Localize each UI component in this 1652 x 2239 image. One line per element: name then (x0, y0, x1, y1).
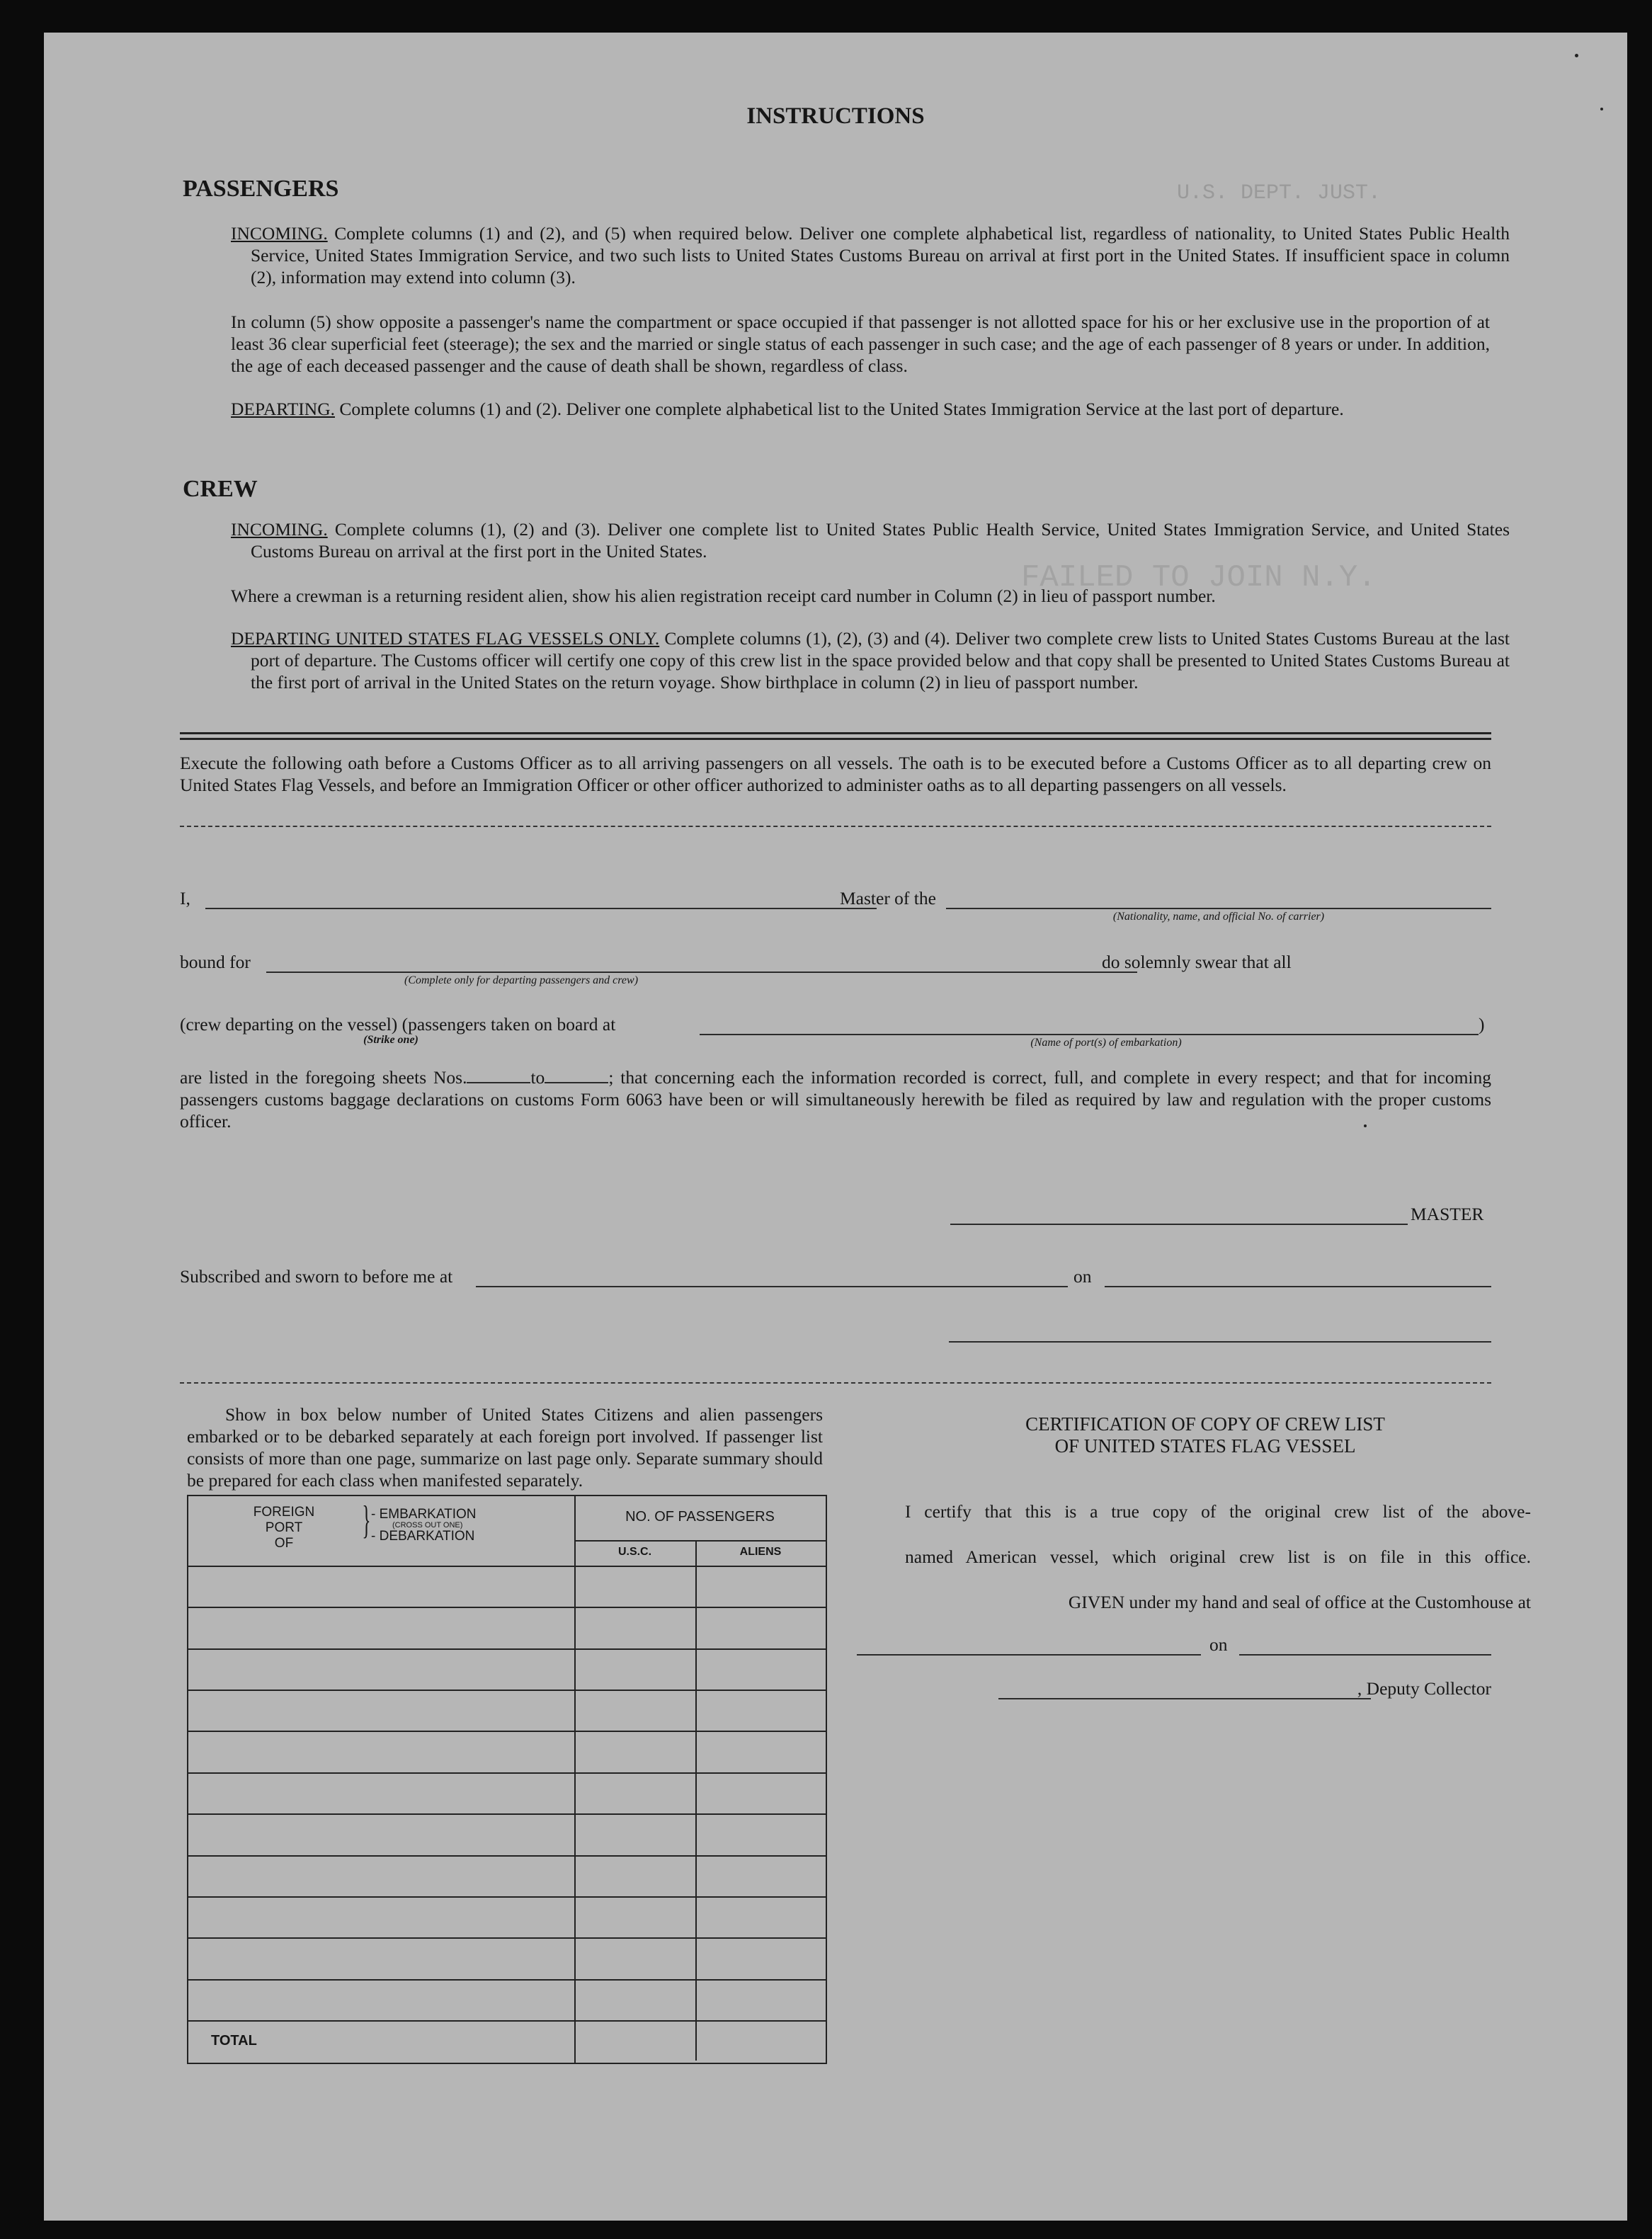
table-row[interactable] (188, 1979, 826, 1981)
bound-for-label: bound for (180, 952, 251, 972)
passengers-departing-label: DEPARTING. (231, 399, 335, 419)
passengers-incoming-paragraph (231, 222, 1510, 288)
cert-date-field[interactable] (1239, 1654, 1491, 1656)
document-page (44, 33, 1627, 2221)
port-label: PORT (265, 1520, 303, 1535)
brace-icon: } (362, 1498, 371, 1542)
listed-text-a: are listed in the foregoing sheets Nos. (180, 1067, 467, 1088)
crew-departing-paragraph (231, 627, 1510, 693)
table-row[interactable] (188, 1937, 826, 1939)
speck (1575, 54, 1578, 57)
table-row[interactable] (188, 1731, 826, 1732)
table-row[interactable] (188, 1813, 826, 1815)
crew-incoming-paragraph (231, 518, 1510, 562)
passengers-column5-paragraph: In column (5) show opposite a passenger's name the compartment or space occupied if that passenger is not allotted space for his or her exclusive use in the proportion of at least 36 clear superficial feet (steerage); the sex and the married or single status of each passenger in such case; and the age of each passenger of 8 years or under. In addition, the age of each deceased passenger and the cause of death shall be shown, regardless of class. (231, 312, 1490, 376)
sworn-place-field[interactable] (476, 1286, 1068, 1287)
passengers-departing-paragraph (231, 398, 1510, 420)
crew-incoming-label: INCOMING. (231, 519, 328, 540)
certification-title-line1: CERTIFICATION OF COPY OF CREW LIST (1025, 1413, 1385, 1435)
oath-intro: Execute the following oath before a Customs Officer as to all arriving passengers on all vessels. The oath is to be executed before a Customs Officer as to all departing crew on United States Flag Vessels, and before an Immigration Officer or other officer authorized to administer oaths as to all departing passengers on all vessels. (180, 753, 1491, 795)
certification-title-line2: OF UNITED STATES FLAG VESSEL (1054, 1435, 1356, 1457)
table-divider (574, 1540, 826, 1542)
embarkation-header (371, 1508, 477, 1544)
speck (1364, 1124, 1367, 1127)
oath-bottom-divider (180, 1382, 1491, 1384)
section-divider (180, 738, 1491, 740)
certification-title (887, 1413, 1524, 1457)
crew-heading: CREW (183, 476, 258, 502)
bleed-through-text: U.S. DEPT. JUST. (1177, 181, 1382, 205)
certify-line2: named American vessel, which original crew list is on file in this office. (905, 1546, 1531, 1567)
cert-on-label: on (1209, 1634, 1228, 1655)
complete-only-note: (Complete only for departing passengers and crew) (404, 974, 639, 986)
summary-instructions: Show in box below number of United States Citizens and alien passengers embarked or to be debarked separately at each foreign port involved. If passenger list consists of more than one page, summarize on last page only. Separate summary should be prepared for each class when manifested separately. (187, 1404, 823, 1491)
embarkation-ports-field[interactable] (700, 1034, 1479, 1035)
officer-signature-field[interactable] (949, 1341, 1491, 1343)
listed-text-b: ; that concerning each the information recorded is correct, full, and complete in every respect; and that for incoming passengers customs baggage declarations on customs Form 6063 have been or will simultaneously herewith be filed as required by law and regulation with the proper customs officer. (180, 1067, 1491, 1132)
embarkation-label: - EMBARKATION (371, 1507, 477, 1522)
crew-departing-strike-text: (crew departing on the vessel) (passengers taken on board at (180, 1014, 616, 1035)
crew-departing-text: Complete columns (1), (2), (3) and (4). Deliver two complete crew lists to United States Customs Bureau at the last port of departure. The Customs officer will certify one copy of this crew list in the space provided below and that copy shall be presented to United States Customs Bureau at the first port of arrival in the United States on the return voyage. Show birthplace in column (2) in lieu of passport number. (251, 628, 1510, 693)
table-row[interactable] (188, 1607, 826, 1608)
no-passengers-header: NO. OF PASSENGERS (625, 1509, 775, 1525)
crew-resident-paragraph: Where a crewman is a returning resident alien, show his alien registration receipt card number in Column (2) in lieu of passport number. (231, 586, 1216, 606)
crew-incoming-text: Complete columns (1), (2) and (3). Deliver one complete list to United States Public Health Service, United States Immigration Service, and United States Customs Bureau on arrival at the first port in the United States. (251, 519, 1510, 562)
foreign-port-header (231, 1505, 337, 1551)
table-row[interactable] (188, 2020, 826, 2022)
bleed-through-stamp: FAILED TO JOIN N.Y. (1021, 560, 1377, 596)
passengers-departing-text: Complete columns (1) and (2). Deliver one complete alphabetical list to the United States Immigration Service at the last port of departure. (335, 399, 1344, 419)
sworn-date-field[interactable] (1105, 1286, 1491, 1287)
nationality-note: (Nationality, name, and official No. of carrier) (1112, 911, 1325, 923)
table-row[interactable] (188, 1855, 826, 1857)
table-row[interactable] (188, 1772, 826, 1774)
deputy-collector-label: , Deputy Collector (1357, 1678, 1491, 1699)
passengers-heading: PASSENGERS (183, 176, 339, 202)
master-signature-field[interactable] (950, 1224, 1408, 1225)
passengers-incoming-text: Complete columns (1) and (2), and (5) when required below. Deliver one complete alphabetical list, regardless of nationality, to United States Public Health Service, United States Immigration Service, and two such lists to United States Customs Bureau on arrival at first port in the United States. If insufficient space in column (2), information may extend into column (3). (251, 223, 1510, 287)
foreign-label: FOREIGN (253, 1505, 315, 1520)
subscribed-label: Subscribed and sworn to before me at (180, 1266, 453, 1287)
customhouse-field[interactable] (857, 1654, 1201, 1656)
close-paren: ) (1479, 1014, 1485, 1035)
cross-out-note: (CROSS OUT ONE) (392, 1521, 463, 1529)
of-label: OF (274, 1536, 294, 1551)
table-header-rule (188, 1566, 826, 1567)
crew-departing-label: DEPARTING UNITED STATES FLAG VESSELS ONLY. (231, 628, 660, 649)
listed-to: to (530, 1067, 545, 1088)
table-row[interactable] (188, 1690, 826, 1691)
oath-i-label: I, (180, 888, 190, 908)
bound-for-field[interactable] (266, 972, 1137, 973)
carrier-field[interactable] (946, 908, 1491, 909)
certify-line1: I certify that this is a true copy of the original crew list of the above- (905, 1501, 1531, 1522)
table-row[interactable] (188, 1896, 826, 1898)
given-text: GIVEN under my hand and seal of office at the Customhouse at (1068, 1592, 1531, 1612)
master-name-field[interactable] (205, 908, 877, 909)
table-row[interactable] (188, 1648, 826, 1650)
master-label: MASTER (1411, 1204, 1484, 1224)
total-label: TOTAL (211, 2033, 257, 2049)
table-divider (574, 1496, 576, 2063)
solemnly-swear-text: do solemnly swear that all (1102, 952, 1292, 972)
speck (1600, 108, 1603, 110)
passenger-summary-table (187, 1495, 827, 2064)
page-title: INSTRUCTIONS (746, 103, 925, 129)
section-divider (180, 732, 1491, 734)
aliens-header: ALIENS (739, 1546, 782, 1558)
ports-note: (Name of port(s) of embarkation) (1030, 1037, 1182, 1049)
oath-divider (180, 826, 1491, 827)
strike-one-note: (Strike one) (363, 1034, 418, 1046)
table-divider (695, 1540, 697, 2061)
deputy-signature-field[interactable] (998, 1698, 1371, 1699)
sworn-on-label: on (1073, 1266, 1092, 1287)
passengers-incoming-label: INCOMING. (231, 223, 328, 244)
sheet-from-field[interactable] (467, 1082, 530, 1083)
usc-header: U.S.C. (617, 1546, 652, 1558)
master-of-label: Master of the (840, 888, 936, 908)
listed-paragraph (180, 1066, 1491, 1132)
sheet-to-field[interactable] (545, 1082, 608, 1083)
debarkation-label: - DEBARKATION (371, 1529, 475, 1544)
